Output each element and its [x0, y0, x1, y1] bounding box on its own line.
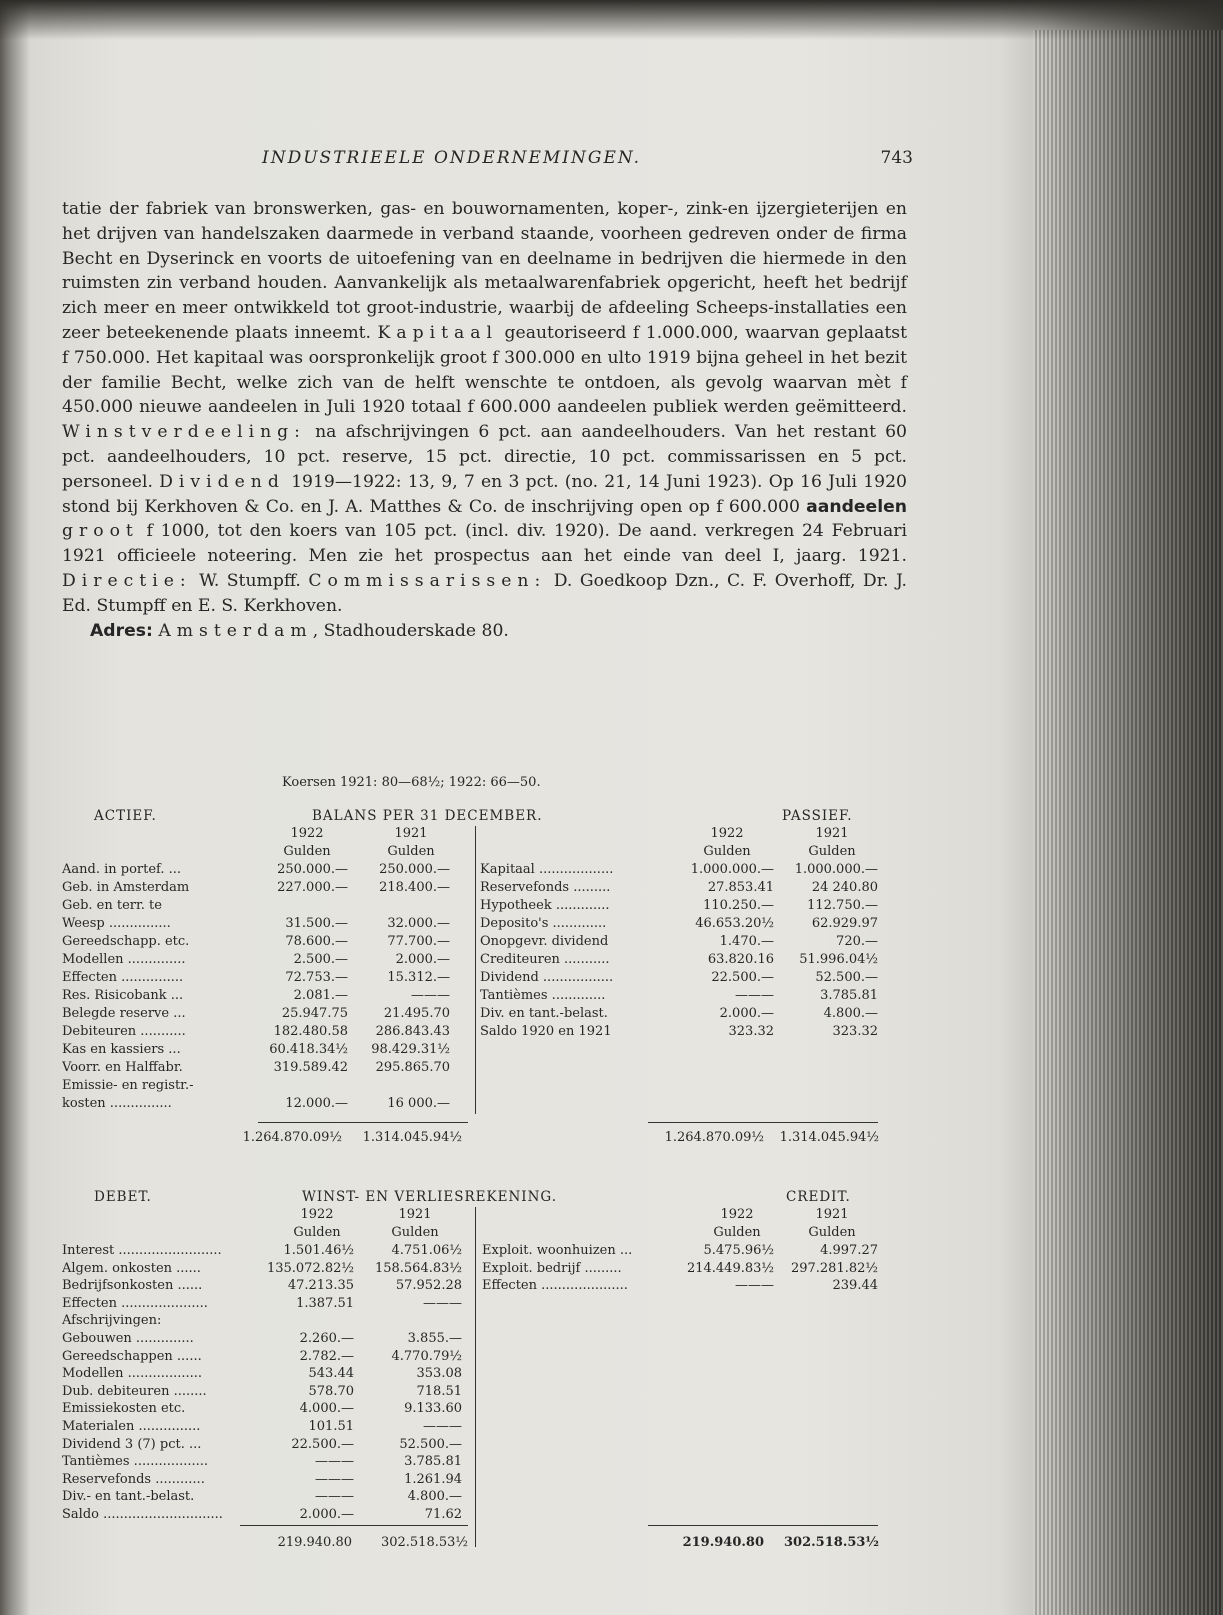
- credit-year-1922: 1922: [720, 1207, 754, 1222]
- actief-year-1921: 1921: [394, 826, 428, 841]
- actief-row-label: Effecten ...............: [62, 970, 184, 985]
- passief-row-value-1922: 22.500.—: [711, 970, 774, 985]
- credit-unit-1921: Gulden: [808, 1225, 856, 1240]
- paragraph-run: f 1000, tot den koers van 105 pct. (incl. div. 1920). De aand. verkregen 24 Februari 1921 officieele noteering. Men zie het prospectus aan het einde van deel I, jaarg. 1921.: [62, 521, 907, 567]
- debet-total-1921: 302.518.53½: [380, 1535, 468, 1550]
- debet-total-1922: 219.940.80: [277, 1535, 352, 1550]
- passief-total-1922: 1.264.870.09½: [664, 1130, 764, 1145]
- actief-unit-1921: Gulden: [387, 844, 435, 859]
- actief-total-1922: 1.264.870.09½: [242, 1130, 342, 1145]
- debet-row-value-1921: 718.51: [416, 1383, 462, 1399]
- debet-row-value-1922: 578.70: [308, 1383, 354, 1399]
- passief-row-value-1922: 2.000.—: [719, 1006, 774, 1021]
- debet-row-value-1921: 3.785.81: [404, 1454, 462, 1470]
- passief-row-label: Kapitaal ..................: [480, 862, 614, 877]
- debet-row-value-1921: 3.855.—: [407, 1331, 462, 1346]
- actief-row-label: kosten ...............: [62, 1096, 172, 1111]
- debet-row-value-1922: 2.782.—: [299, 1348, 354, 1364]
- passief-row-value-1922: 1.000.000.—: [690, 862, 774, 877]
- actief-unit-1922: Gulden: [283, 844, 331, 859]
- debet-row-value-1922: 1.501.46½: [283, 1243, 354, 1258]
- debet-row-label: Dub. debiteuren ........: [62, 1383, 207, 1399]
- actief-row-value-1921: 295.865.70: [375, 1060, 450, 1075]
- actief-row-value-1922: 227.000.—: [277, 880, 348, 895]
- address-street: , Stadhouderskade 80.: [312, 620, 509, 641]
- actief-row-value-1921: 21.495.70: [383, 1006, 450, 1021]
- paragraph-run: na afschrijvingen 6 pct. aan aandeelhouders. Van het restant 60 pct. aandeelhouders, 10 pct. reserve, 15 pct. directie, 10 pct. commissarissen en 5 pct. personeel.: [62, 422, 907, 492]
- passief-row-value-1921: 52.500.—: [815, 970, 878, 985]
- debet-label: DEBET.: [94, 1189, 152, 1205]
- passief-row-value-1921: 51.996.04½: [799, 952, 878, 967]
- winst-divider: [475, 1207, 476, 1547]
- passief-row-value-1921: 112.750.—: [807, 898, 878, 913]
- actief-row-label: Aand. in portef. ...: [62, 862, 182, 877]
- debet-row-label: Materialen ...............: [62, 1419, 201, 1434]
- debet-row-value-1922: ———: [315, 1489, 354, 1505]
- passief-row-label: Tantièmes .............: [480, 988, 606, 1003]
- passief-row-label: Div. en tant.-belast.: [480, 1006, 608, 1021]
- passief-row-value-1922: 46.653.20½: [695, 916, 774, 931]
- credit-row-value-1921: 4.997.27: [820, 1243, 878, 1258]
- debet-unit-1922: Gulden: [293, 1225, 341, 1240]
- credit-row-value-1921: 297.281.82½: [790, 1260, 878, 1276]
- passief-year-1922: 1922: [710, 826, 744, 841]
- paragraph-run: Kapitaal: [377, 322, 499, 343]
- debet-row-value-1922: 1.387.51: [296, 1295, 354, 1311]
- debet-row-value-1922: ———: [315, 1454, 354, 1470]
- actief-row-value-1921: 2.000.—: [395, 952, 450, 967]
- credit-row-label: Exploit. woonhuizen ...: [482, 1243, 633, 1258]
- actief-row-value-1921: 218.400.—: [379, 880, 450, 895]
- actief-row-label: Gereedschapp. etc.: [62, 934, 190, 949]
- debet-year-1922: 1922: [300, 1207, 334, 1222]
- credit-total-1921: 302.518.53½: [784, 1535, 879, 1550]
- balance-divider: [475, 826, 476, 1114]
- passief-year-1921: 1921: [815, 826, 849, 841]
- passief-label: PASSIEF.: [782, 808, 853, 824]
- passief-row-value-1921: 323.32: [832, 1024, 878, 1039]
- passief-row-value-1922: 110.250.—: [703, 898, 774, 913]
- debet-row-label: Algem. onkosten ......: [62, 1260, 201, 1276]
- passief-row-label: Hypotheek .............: [480, 898, 610, 913]
- header-title: INDUSTRIEELE ONDERNEMINGEN.: [262, 148, 642, 168]
- debet-row-value-1921: 4.800.—: [407, 1489, 462, 1505]
- koersen-line: Koersen 1921: 80—68½; 1922: 66—50.: [282, 775, 541, 790]
- debet-row-value-1922: 543.44: [308, 1366, 354, 1382]
- passief-row-value-1921: 720.—: [836, 934, 878, 949]
- actief-total-1921: 1.314.045.94½: [362, 1130, 462, 1145]
- passief-row-value-1922: ———: [735, 988, 774, 1003]
- passief-unit-1921: Gulden: [808, 844, 856, 859]
- debet-row-value-1922: 135.072.82½: [266, 1260, 354, 1276]
- debet-row-value-1921: 71.62: [424, 1507, 462, 1522]
- debet-row-label: Dividend 3 (7) pct. ...: [62, 1436, 202, 1452]
- company-description: [62, 197, 907, 643]
- actief-row-value-1922: 72.753.—: [285, 970, 348, 985]
- credit-label: CREDIT.: [786, 1189, 851, 1205]
- balance-sheet: [62, 800, 907, 1160]
- paragraph-run: 1919—1922: 13, 9, 7 en 3 pct. (no. 21, 14 Juni 1923). Op 16 Juli 1920 stond bij Kerkhoven & Co. en J. A. Matthes & Co. de inschrijving open op f 600.000: [62, 471, 907, 517]
- debet-row-label: Div.- en tant.-belast.: [62, 1489, 195, 1505]
- actief-row-value-1922: 2.500.—: [293, 952, 348, 967]
- debet-row-label: Saldo .............................: [62, 1507, 223, 1522]
- actief-row-label: Geb. in Amsterdam: [62, 880, 190, 895]
- actief-row-value-1922: 12.000.—: [285, 1096, 348, 1111]
- passief-row-value-1922: 27.853.41: [707, 880, 774, 895]
- passief-row-label: Dividend .................: [480, 970, 614, 985]
- paragraph-run: geautoriseerd f 1.000.000, waarvan geplaatst f 750.000. Het kapitaal was oorspronkelijk groot f 300.000 en ulto 1919 bijna geheel in het bezit der familie Becht, welke zich van de helft wenschte te ontdoen, als gevolg waarvan mèt f 450.000 nieuwe aandeelen in Juli 1920 totaal f 600.000 aandeelen publiek werden geëmitteerd.: [62, 322, 907, 418]
- actief-row-label: Modellen ..............: [62, 952, 186, 967]
- debet-row-value-1921: 4.751.06½: [391, 1243, 462, 1258]
- credit-unit-1922: Gulden: [713, 1225, 761, 1240]
- passief-row-label: Reservefonds .........: [480, 880, 611, 895]
- actief-row-label: Debiteuren ...........: [62, 1024, 186, 1039]
- paragraph-run: D. Goedkoop Dzn., C. F. Overhoff, Dr. J. Ed. Stumpff en E. S. Kerkhoven.: [62, 570, 907, 616]
- actief-row-label: Geb. en terr. te: [62, 898, 162, 913]
- debet-row-value-1921: 158.564.83½: [374, 1260, 462, 1276]
- actief-row-value-1921: 286.843.43: [375, 1024, 450, 1039]
- debet-row-value-1921: 52.500.—: [399, 1436, 462, 1452]
- debet-row-value-1921: ———: [423, 1419, 462, 1434]
- passief-row-value-1922: 323.32: [728, 1024, 774, 1039]
- passief-row-value-1921: 1.000.000.—: [794, 862, 878, 877]
- page-edges: [1033, 30, 1223, 1615]
- page-number: 743: [880, 148, 913, 168]
- passief-unit-1922: Gulden: [703, 844, 751, 859]
- credit-row-label: Exploit. bedrijf .........: [482, 1260, 622, 1276]
- passief-row-label: Saldo 1920 en 1921: [480, 1024, 612, 1039]
- passief-row-value-1921: 62.929.97: [811, 916, 878, 931]
- actief-row-value-1922: 25.947.75: [281, 1006, 348, 1021]
- actief-row-label: Kas en kassiers ...: [62, 1042, 181, 1057]
- actief-row-label: Belegde reserve ...: [62, 1006, 186, 1021]
- credit-row-value-1922: ———: [735, 1278, 774, 1294]
- credit-row-value-1922: 5.475.96½: [703, 1243, 774, 1258]
- passief-total-rule: [648, 1122, 878, 1123]
- debet-row-label: Tantièmes ..................: [62, 1454, 209, 1470]
- actief-row-value-1921: 250.000.—: [379, 862, 450, 877]
- debet-row-label: Afschrijvingen:: [62, 1313, 162, 1329]
- debet-total-rule: [240, 1525, 468, 1526]
- address-city: Amsterdam: [158, 620, 313, 641]
- description-paragraph: [62, 197, 907, 619]
- debet-row-label: Interest .........................: [62, 1243, 222, 1258]
- debet-row-label: Bedrijfsonkosten ......: [62, 1278, 203, 1294]
- actief-row-label: Emissie- en registr.-: [62, 1078, 194, 1093]
- debet-row-value-1922: 47.213.35: [287, 1278, 354, 1294]
- debet-row-value-1921: 1.261.94: [404, 1471, 462, 1487]
- credit-row-label: Effecten .....................: [482, 1278, 628, 1294]
- debet-row-value-1922: ———: [315, 1471, 354, 1487]
- debet-row-value-1922: 2.000.—: [299, 1507, 354, 1522]
- paragraph-run: W. Stumpff.: [191, 570, 309, 591]
- debet-row-label: Gereedschappen ......: [62, 1348, 202, 1364]
- debet-row-label: Gebouwen ..............: [62, 1331, 194, 1346]
- credit-row-value-1921: 239.44: [832, 1278, 878, 1294]
- debet-row-value-1922: 101.51: [308, 1419, 354, 1434]
- credit-year-1921: 1921: [815, 1207, 849, 1222]
- address-label: Adres:: [90, 620, 153, 641]
- paragraph-run: Dividend: [159, 471, 285, 492]
- passief-row-label: Deposito's .............: [480, 916, 607, 931]
- credit-row-value-1922: 214.449.83½: [686, 1260, 774, 1276]
- actief-row-value-1921: 77.700.—: [387, 934, 450, 949]
- passief-row-value-1922: 63.820.16: [707, 952, 774, 967]
- paragraph-run: Directie:: [62, 570, 192, 591]
- passief-row-value-1922: 1.470.—: [719, 934, 774, 949]
- actief-row-value-1921: 16 000.—: [387, 1096, 450, 1111]
- actief-label: ACTIEF.: [94, 808, 157, 824]
- passief-row-value-1921: 24 240.80: [811, 880, 878, 895]
- actief-row-label: Res. Risicobank ...: [62, 988, 184, 1003]
- profit-loss-account: [62, 1185, 907, 1565]
- actief-row-value-1922: 2.081.—: [293, 988, 348, 1003]
- passief-row-label: Onopgevr. dividend: [480, 934, 609, 949]
- debet-row-value-1922: 4.000.—: [299, 1401, 354, 1417]
- debet-row-value-1921: 353.08: [416, 1366, 462, 1382]
- actief-row-value-1921: 98.429.31½: [371, 1042, 450, 1057]
- debet-row-value-1921: 57.952.28: [395, 1278, 462, 1294]
- actief-row-label: Voorr. en Halffabr.: [62, 1060, 183, 1075]
- actief-row-value-1921: 32.000.—: [387, 916, 450, 931]
- debet-row-label: Modellen ..................: [62, 1366, 203, 1382]
- debet-row-value-1921: 4.770.79½: [391, 1348, 462, 1364]
- passief-row-label: Crediteuren ...........: [480, 952, 610, 967]
- debet-row-label: Effecten .....................: [62, 1295, 208, 1311]
- paragraph-run: tatie der fabriek van bronswerken, gas- en bouwornamenten, koper-, zink-en ijzergieterijen en het drijven van handelszaken daarmede in verband staande, voorheen gedreven onder de firma Becht en Dyserinck en voorts de uitoefening van en deelname in bedrijven die hiermede in den ruimsten zin verband houden. Aanvankelijk als metaalwarenfabriek opgericht, heeft het bedrijf zich meer en meer ontwikkeld tot groot-industrie, waarbij de afdeeling Scheeps-installaties een zeer beteekenende plaats inneemt.: [62, 199, 907, 343]
- passief-row-value-1921: 3.785.81: [820, 988, 878, 1003]
- balance-title: BALANS PER 31 DECEMBER.: [312, 808, 543, 824]
- passief-row-value-1921: 4.800.—: [823, 1006, 878, 1021]
- credit-total-1922: 219.940.80: [682, 1535, 764, 1550]
- debet-row-label: Emissiekosten etc.: [62, 1401, 186, 1417]
- actief-row-value-1922: 78.600.—: [285, 934, 348, 949]
- actief-row-value-1921: ———: [411, 988, 450, 1003]
- actief-row-value-1922: 60.418.34½: [269, 1042, 348, 1057]
- actief-row-value-1922: 182.480.58: [273, 1024, 348, 1039]
- running-header: [62, 148, 913, 172]
- actief-total-rule: [258, 1122, 468, 1123]
- debet-row-value-1922: 2.260.—: [299, 1331, 354, 1346]
- address-line: [62, 619, 907, 644]
- actief-row-label: Weesp ...............: [62, 916, 171, 931]
- winst-title: WINST- EN VERLIESREKENING.: [302, 1189, 558, 1205]
- actief-row-value-1922: 31.500.—: [285, 916, 348, 931]
- credit-total-rule: [648, 1525, 878, 1526]
- paragraph-run: groot: [62, 521, 139, 542]
- actief-row-value-1922: 319.589.42: [273, 1060, 348, 1075]
- debet-row-value-1921: 9.133.60: [404, 1401, 462, 1417]
- actief-year-1922: 1922: [290, 826, 324, 841]
- debet-row-value-1921: ———: [423, 1295, 462, 1311]
- actief-row-value-1922: 250.000.—: [277, 862, 348, 877]
- paragraph-run: Commissarissen:: [308, 570, 547, 591]
- paragraph-run: aandeelen: [806, 496, 907, 517]
- passief-total-1921: 1.314.045.94½: [779, 1130, 879, 1145]
- debet-year-1921: 1921: [398, 1207, 432, 1222]
- debet-row-value-1922: 22.500.—: [291, 1436, 354, 1452]
- actief-row-value-1921: 15.312.—: [387, 970, 450, 985]
- debet-unit-1921: Gulden: [391, 1225, 439, 1240]
- debet-row-label: Reservefonds ............: [62, 1471, 205, 1487]
- paragraph-run: Winstverdeeling:: [62, 422, 306, 443]
